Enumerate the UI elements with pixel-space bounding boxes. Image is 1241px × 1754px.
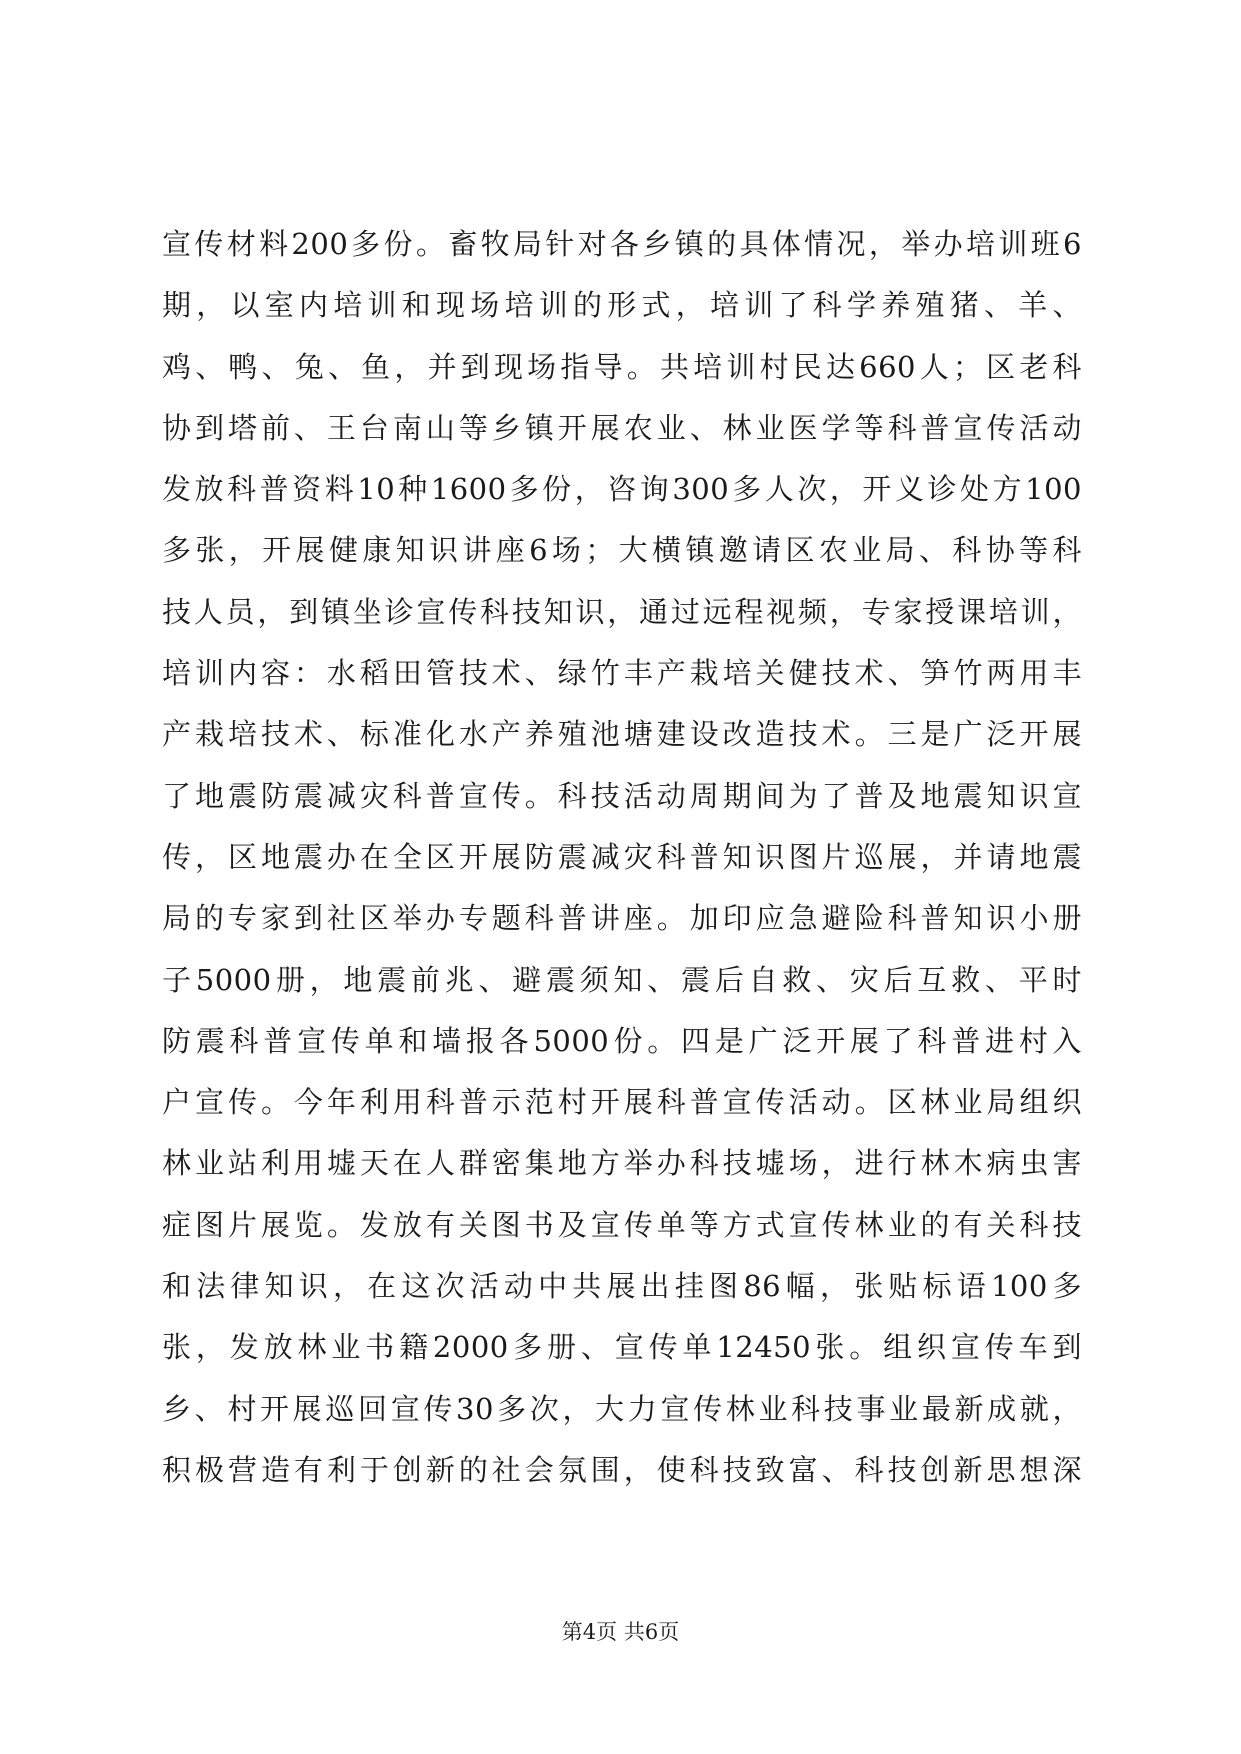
text-line: 传，区地震办在全区开展防震减灾科普知识图片巡展，并请地震 bbox=[162, 839, 1082, 874]
text-line: 培训内容：水稻田管技术、绿竹丰产栽培关健技术、笋竹两用丰 bbox=[162, 656, 1082, 691]
text-line: 张，发放林业书籍2000多册、宣传单12450张。组织宣传车到 bbox=[162, 1330, 1082, 1365]
text-line: 防震科普宣传单和墙报各5000份。四是广泛开展了科普进村入 bbox=[162, 1023, 1082, 1058]
page-number: 第4页 共6页 bbox=[561, 1620, 680, 1644]
text-line: 乡、村开展巡回宣传30多次，大力宣传林业科技事业最新成就， bbox=[162, 1391, 1082, 1426]
text-line: 子5000册，地震前兆、避震须知、震后自救、灾后互救、平时 bbox=[162, 962, 1082, 997]
text-line: 期，以室内培训和现场培训的形式，培训了科学养殖猪、羊、 bbox=[162, 288, 1082, 323]
text-line: 积极营造有利于创新的社会氛围，使科技致富、科技创新思想深 bbox=[162, 1452, 1082, 1487]
text-line: 多张，开展健康知识讲座6场；大横镇邀请区农业局、科协等科 bbox=[162, 533, 1082, 568]
text-line: 症图片展览。发放有关图书及宣传单等方式宣传林业的有关科技 bbox=[162, 1207, 1082, 1242]
text-line: 发放科普资料10种1600多份，咨询300多人次，开义诊处方100 bbox=[162, 472, 1082, 507]
text-line: 技人员，到镇坐诊宣传科技知识，通过远程视频，专家授课培训， bbox=[162, 594, 1082, 629]
text-line: 局的专家到社区举办专题科普讲座。加印应急避险科普知识小册 bbox=[162, 901, 1082, 936]
text-line: 宣传材料200多份。畜牧局针对各乡镇的具体情况，举办培训班6 bbox=[162, 227, 1082, 261]
text-line: 鸡、鸭、兔、鱼，并到现场指导。共培训村民达660人；区老科 bbox=[162, 349, 1082, 384]
text-line: 户宣传。今年利用科普示范村开展科普宣传活动。区林业局组织 bbox=[162, 1085, 1082, 1120]
text-line: 产栽培技术、标准化水产养殖池塘建设改造技术。三是广泛开展 bbox=[162, 717, 1082, 752]
text-line: 林业站利用墟天在人群密集地方举办科技墟场，进行林木病虫害 bbox=[162, 1146, 1082, 1181]
text-line: 了地震防震减灾科普宣传。科技活动周期间为了普及地震知识宣 bbox=[162, 778, 1082, 813]
text-line: 协到塔前、王台南山等乡镇开展农业、林业医学等科普宣传活动 bbox=[162, 410, 1082, 445]
document-body bbox=[162, 214, 1082, 1501]
text-line: 和法律知识，在这次活动中共展出挂图86幅，张贴标语100多 bbox=[162, 1269, 1082, 1304]
